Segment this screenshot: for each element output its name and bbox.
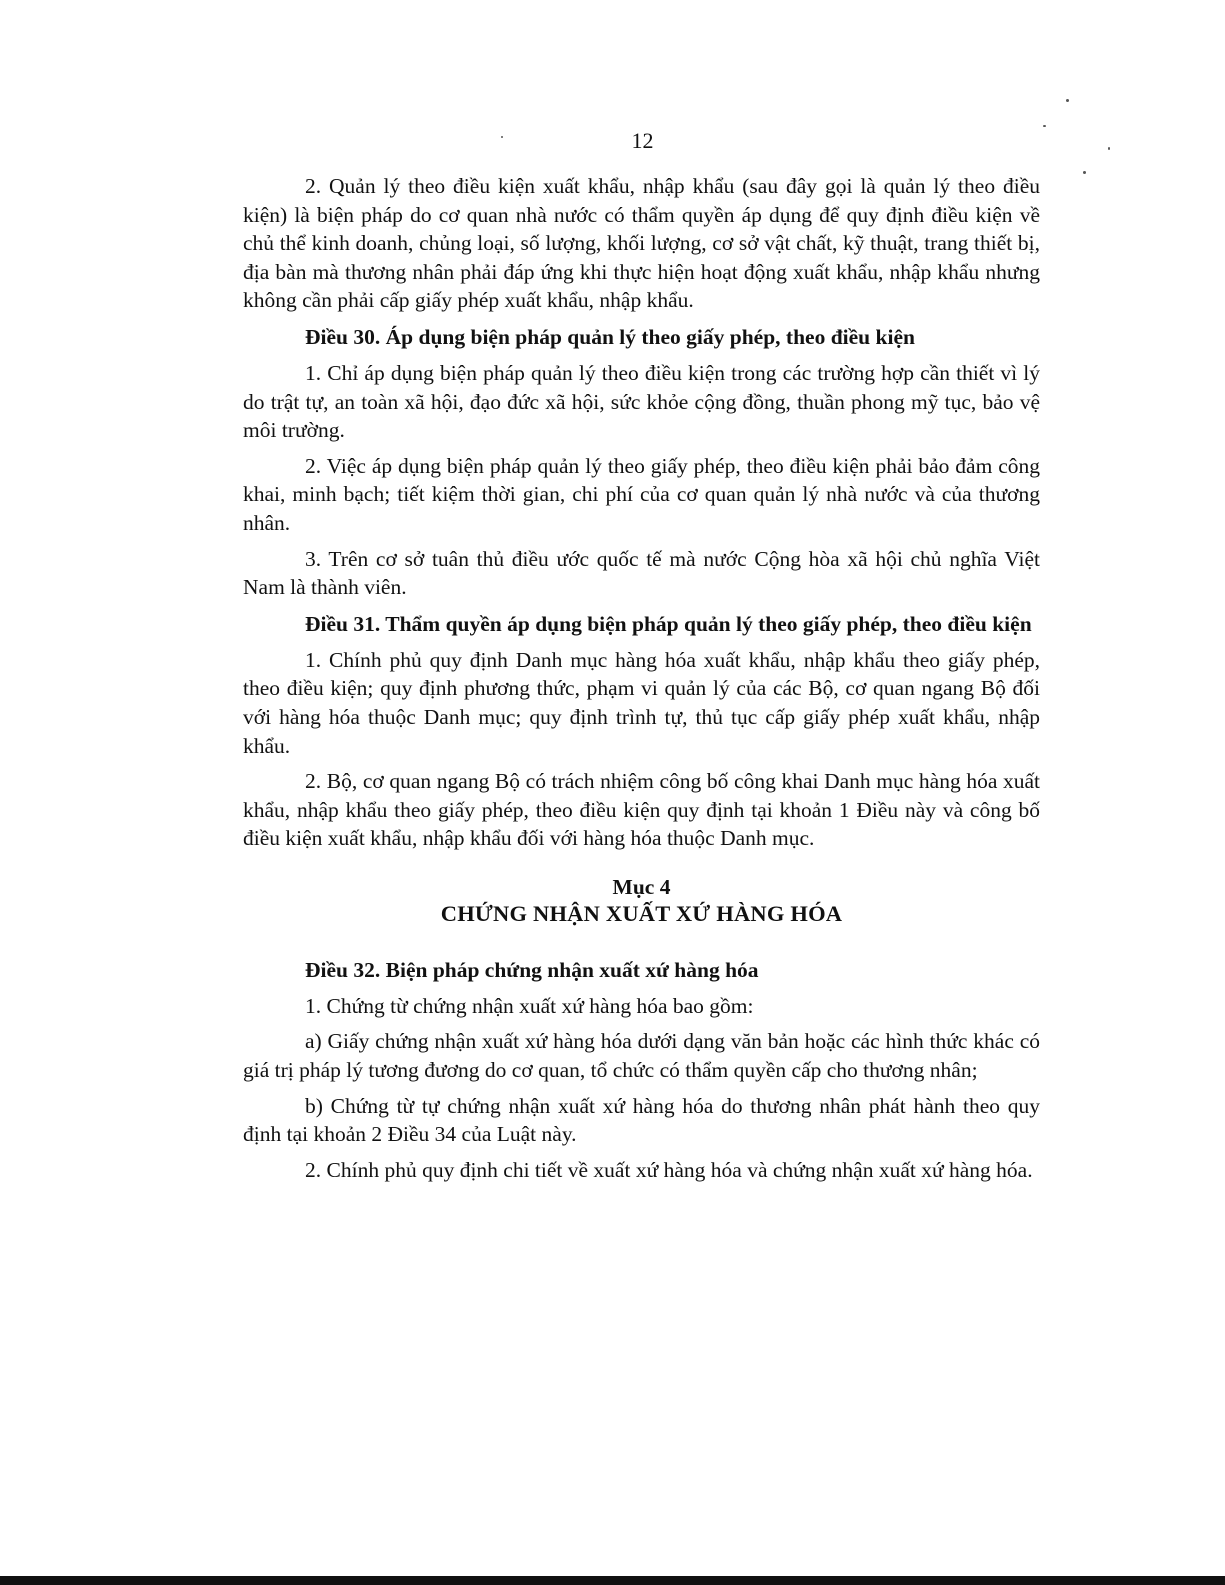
section-label: Mục 4	[612, 874, 671, 899]
section-name: CHỨNG NHẬN XUẤT XỨ HÀNG HÓA	[440, 900, 843, 926]
scan-speck	[501, 136, 503, 138]
article-32-clause-1b: b) Chứng từ tự chứng nhận xuất xứ hàng hóa do thương nhân phát hành theo quy định tại khoản 2 Điều 34 của Luật này.	[243, 1093, 1040, 1147]
article-30-clause-3: 3. Trên cơ sở tuân thủ điều ước quốc tế mà nước Cộng hòa xã hội chủ nghĩa Việt Nam là thành viên.	[243, 546, 1040, 600]
article-32-clause-1a: a) Giấy chứng nhận xuất xứ hàng hóa dưới dạng văn bản hoặc các hình thức khác có giá trị pháp lý tương đương do cơ quan, tổ chức có thẩm quyền cấp cho thương nhân;	[243, 1029, 1040, 1083]
article-32-title: Điều 32. Biện pháp chứng nhận xuất xứ hàng hóa	[305, 957, 759, 982]
section-heading	[243, 875, 1040, 929]
scan-speck	[1108, 147, 1110, 150]
scan-edge	[0, 1576, 1225, 1585]
article-30-clause-2: 2. Việc áp dụng biện pháp quản lý theo giấy phép, theo điều kiện phải bảo đảm công khai, minh bạch; tiết kiệm thời gian, chi phí của cơ quan quản lý nhà nước và của thương nhân.	[243, 453, 1040, 535]
article-31-clause-2: 2. Bộ, cơ quan ngang Bộ có trách nhiệm công bố công khai Danh mục hàng hóa xuất khẩu, nhập khẩu theo giấy phép, theo điều kiện quy định tại khoản 1 Điều này và công bố điều kiện xuất khẩu, nhập khẩu đối với hàng hóa thuộc Danh mục.	[243, 769, 1040, 851]
scan-speck	[1083, 171, 1086, 174]
article-31-title: Điều 31. Thẩm quyền áp dụng biện pháp quản lý theo giấy phép, theo điều kiện	[305, 611, 1032, 636]
article-31-clause-1: 1. Chính phủ quy định Danh mục hàng hóa xuất khẩu, nhập khẩu theo giấy phép, theo điều kiện; quy định phương thức, phạm vi quản lý của các Bộ, cơ quan ngang Bộ đối với hàng hóa thuộc Danh mục; quy định trình tự, thủ tục cấp giấy phép xuất khẩu, nhập khẩu.	[243, 647, 1040, 758]
article-32-clause-1: 1. Chứng từ chứng nhận xuất xứ hàng hóa bao gồm:	[305, 993, 754, 1018]
paragraph: 2. Quản lý theo điều kiện xuất khẩu, nhập khẩu (sau đây gọi là quản lý theo điều kiện) là biện pháp do cơ quan nhà nước có thẩm quyền áp dụng để quy định điều kiện về chủ thể kinh doanh, chủng loại, số lượng, khối lượng, cơ sở vật chất, kỹ thuật, trang thiết bị, địa bàn mà thương nhân phải đáp ứng khi thực hiện hoạt động xuất khẩu, nhập khẩu nhưng không cần phải cấp giấy phép xuất khẩu, nhập khẩu.	[243, 174, 1040, 313]
document-body	[243, 172, 1040, 1191]
article-30-clause-1: 1. Chỉ áp dụng biện pháp quản lý theo điều kiện trong các trường hợp cần thiết vì lý do trật tự, an toàn xã hội, đạo đức xã hội, sức khỏe cộng đồng, thuần phong mỹ tục, bảo vệ môi trường.	[243, 360, 1040, 443]
scan-speck	[1043, 125, 1046, 127]
article-32-clause-2: 2. Chính phủ quy định chi tiết về xuất xứ hàng hóa và chứng nhận xuất xứ hàng hóa.	[305, 1157, 1033, 1182]
article-30-title: Điều 30. Áp dụng biện pháp quản lý theo giấy phép, theo điều kiện	[305, 324, 915, 349]
page-number: 12	[631, 128, 654, 153]
scan-speck	[1066, 99, 1069, 102]
